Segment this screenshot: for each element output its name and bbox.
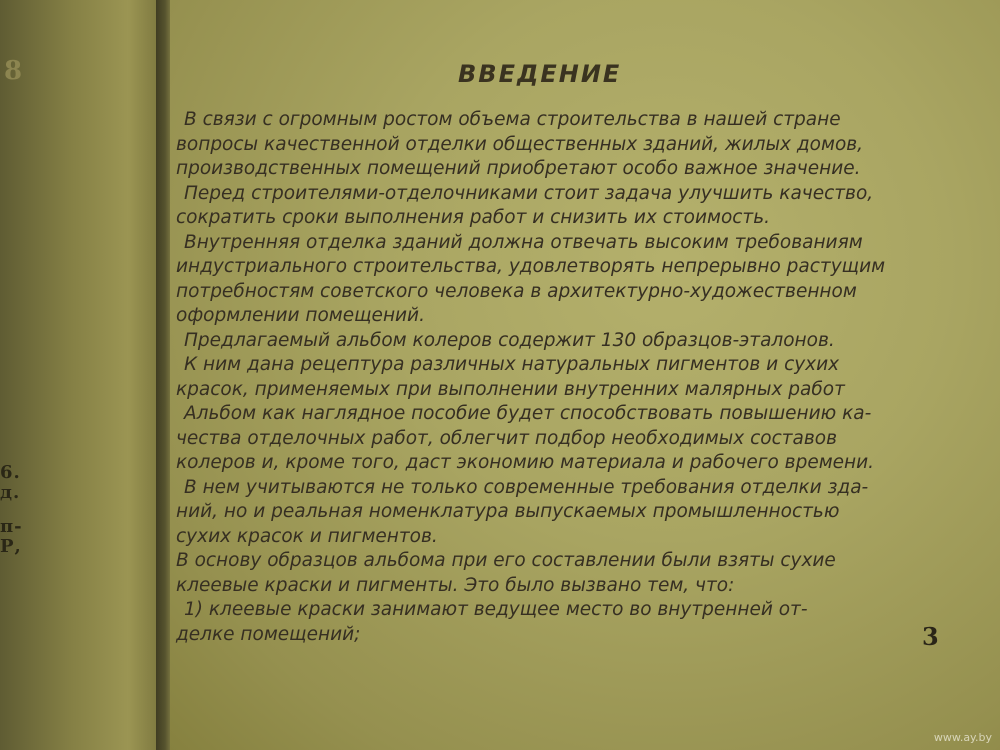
text-line: В связи с огромным ростом объема строительства в нашей стране (184, 109, 841, 130)
text-line: В основу образцов альбома при его составлении были взяты сухие (176, 550, 836, 571)
left-page-fragment: д. (0, 482, 21, 503)
left-page-number: 8 (4, 56, 24, 86)
text-line: делке помещений; (176, 623, 361, 645)
text-line: 1) клеевые краски занимают ведущее место во внутренней от- (184, 599, 808, 620)
text-line: Предлагаемый альбом колеров содержит 130 образцов-эталонов. (184, 329, 835, 351)
text-line: вопросы качественной отделки общественных зданий, жилых домов, (176, 133, 864, 155)
text-line: сухих красок и пигментов. (176, 525, 438, 547)
left-page-fragment: п- (0, 516, 23, 537)
text-line: К ним дана рецептура различных натуральных пигментов и сухих (184, 354, 840, 375)
page-title: ВВЕДЕНИЕ (458, 60, 622, 88)
text-line: ний, но и реальная номенклатура выпускаемых промышленностью (176, 501, 840, 522)
text-line: клеевые краски и пигменты. Это было вызвано тем, что: (176, 574, 735, 596)
text-line: Перед строителями-отделочниками стоит задача улучшить качество, (184, 182, 874, 204)
left-page-fragment: 6. (0, 462, 21, 483)
watermark: www.ay.by (933, 731, 992, 744)
text-line: оформлении помещений. (176, 305, 425, 326)
body-text (176, 108, 936, 647)
text-line: чества отделочных работ, облегчит подбор необходимых составов (176, 427, 837, 449)
text-line: производственных помещений приобретают особо важное значение. (176, 158, 861, 179)
text-line: индустриального строительства, удовлетворять непрерывно растущим (176, 256, 886, 277)
text-line: потребностям советского человека в архитектурно-художественном (176, 280, 857, 302)
text-line: сократить сроки выполнения работ и снизить их стоимость. (176, 207, 770, 228)
page-number: 3 (922, 622, 939, 651)
left-page (0, 0, 160, 750)
text-line: В нем учитываются не только современные требования отделки зда- (184, 476, 869, 498)
text-line: колеров и, кроме того, даст экономию материала и рабочего времени. (176, 452, 875, 473)
text-line: Альбом как наглядное пособие будет способствовать повышению ка- (184, 403, 872, 424)
text-line: Внутренняя отделка зданий должна отвечать высоким требованиям (184, 231, 863, 253)
left-page-fragment: Р, (0, 536, 22, 557)
text-line: красок, применяемых при выполнении внутренних малярных работ (176, 378, 845, 400)
